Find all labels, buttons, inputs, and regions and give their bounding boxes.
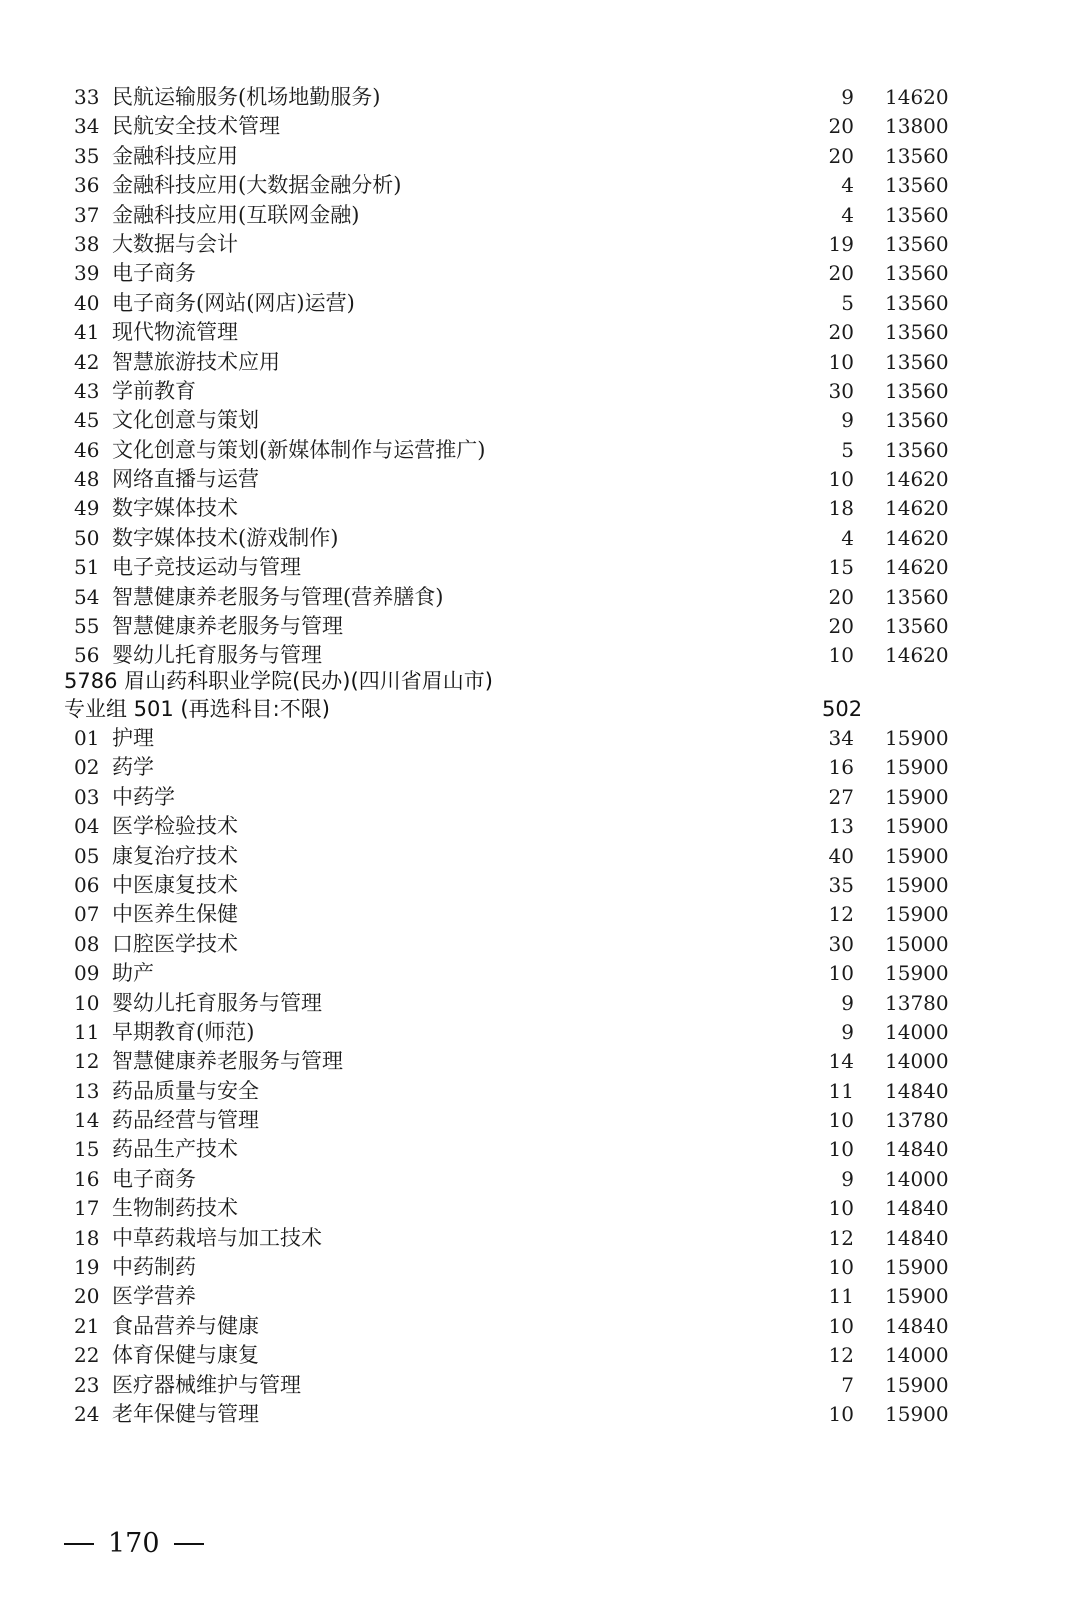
- program-row: [0, 465, 1080, 494]
- program-name: 老年保健与管理: [112, 1401, 259, 1426]
- program-code: 38: [74, 231, 100, 256]
- program-row: [0, 1077, 1080, 1106]
- tuition-fee: 14840: [885, 1137, 949, 1162]
- tuition-fee: 13560: [885, 143, 949, 168]
- program-name: 电子竞技运动与管理: [112, 555, 301, 580]
- tuition-fee: 14620: [885, 525, 949, 550]
- program-code: 24: [74, 1401, 100, 1426]
- program-name: 药品经营与管理: [112, 1108, 259, 1133]
- page-footer: [64, 1528, 204, 1559]
- program-row: [0, 1253, 1080, 1282]
- program-code: 10: [74, 990, 100, 1015]
- program-row: [0, 1194, 1080, 1223]
- program-name: 智慧健康养老服务与管理: [112, 614, 343, 639]
- tuition-fee: 13560: [885, 378, 949, 403]
- program-code: 36: [74, 173, 100, 198]
- tuition-fee: 15900: [885, 726, 949, 750]
- plan-count: 27: [828, 784, 854, 809]
- program-list-section-1: [0, 83, 1080, 671]
- tuition-fee: 14000: [885, 1343, 949, 1368]
- plan-count: 5: [841, 290, 854, 315]
- tuition-fee: 15900: [885, 755, 949, 780]
- program-code: 18: [74, 1225, 100, 1250]
- program-row: [0, 524, 1080, 553]
- plan-count: 12: [828, 1343, 854, 1368]
- plan-count: 30: [828, 931, 854, 956]
- program-name: 康复治疗技术: [112, 843, 238, 868]
- program-row: [0, 783, 1080, 812]
- plan-count: 34: [828, 726, 854, 750]
- program-code: 50: [74, 525, 100, 550]
- tuition-fee: 15900: [885, 902, 949, 927]
- plan-count: 20: [828, 261, 854, 286]
- plan-count: 20: [828, 143, 854, 168]
- program-name: 中草药栽培与加工技术: [112, 1225, 322, 1250]
- program-name: 民航运输服务(机场地勤服务): [112, 85, 381, 109]
- program-row: [0, 1135, 1080, 1164]
- program-name: 食品营养与健康: [112, 1313, 259, 1338]
- plan-count: 10: [828, 961, 854, 986]
- program-group-heading: [64, 695, 864, 724]
- program-row: [0, 377, 1080, 406]
- plan-count: 20: [828, 320, 854, 345]
- program-name: 助产: [112, 961, 154, 986]
- plan-count: 15: [828, 555, 854, 580]
- tuition-fee: 13560: [885, 173, 949, 198]
- program-code: 19: [74, 1255, 100, 1280]
- tuition-fee: 15900: [885, 843, 949, 868]
- plan-count: 12: [828, 1225, 854, 1250]
- program-code: 22: [74, 1343, 100, 1368]
- plan-count: 13: [828, 814, 854, 839]
- program-code: 56: [74, 643, 100, 668]
- plan-count: 10: [828, 1401, 854, 1426]
- program-row: [0, 1224, 1080, 1253]
- plan-count: 12: [828, 902, 854, 927]
- tuition-fee: 15900: [885, 1255, 949, 1280]
- program-code: 21: [74, 1313, 100, 1338]
- program-row: [0, 812, 1080, 841]
- footer-dash-left: [64, 1543, 94, 1545]
- tuition-fee: 13560: [885, 261, 949, 286]
- plan-count: 10: [828, 1313, 854, 1338]
- program-row: [0, 348, 1080, 377]
- tuition-fee: 15900: [885, 1284, 949, 1309]
- program-row: [0, 436, 1080, 465]
- program-row: [0, 1165, 1080, 1194]
- plan-count: 16: [828, 755, 854, 780]
- program-code: 35: [74, 143, 100, 168]
- plan-count: 30: [828, 378, 854, 403]
- program-row: [0, 1371, 1080, 1400]
- program-name: 现代物流管理: [112, 320, 238, 345]
- program-name: 民航安全技术管理: [112, 114, 280, 139]
- plan-count: 7: [841, 1372, 854, 1397]
- tuition-fee: 14840: [885, 1225, 949, 1250]
- program-row: [0, 1341, 1080, 1370]
- tuition-fee: 14840: [885, 1196, 949, 1221]
- program-name: 护理: [112, 726, 154, 750]
- tuition-fee: 13560: [885, 320, 949, 345]
- plan-count: 10: [828, 1137, 854, 1162]
- program-code: 43: [74, 378, 100, 403]
- plan-count: 4: [841, 173, 854, 198]
- group-plan-total: 502: [822, 697, 863, 721]
- program-name: 药品生产技术: [112, 1137, 238, 1162]
- program-code: 16: [74, 1166, 100, 1191]
- program-name: 金融科技应用: [112, 143, 238, 168]
- program-code: 40: [74, 290, 100, 315]
- program-code: 49: [74, 496, 100, 521]
- plan-count: 4: [841, 525, 854, 550]
- program-name: 生物制药技术: [112, 1196, 238, 1221]
- program-code: 33: [74, 85, 100, 109]
- program-code: 03: [74, 784, 100, 809]
- program-name: 数字媒体技术(游戏制作): [112, 525, 339, 550]
- program-code: 45: [74, 408, 100, 433]
- tuition-fee: 14000: [885, 1019, 949, 1044]
- program-name: 电子商务: [112, 261, 196, 286]
- program-code: 13: [74, 1078, 100, 1103]
- program-name: 金融科技应用(大数据金融分析): [112, 173, 402, 198]
- program-row: [0, 171, 1080, 200]
- program-code: 39: [74, 261, 100, 286]
- tuition-fee: 15900: [885, 814, 949, 839]
- program-name: 智慧旅游技术应用: [112, 349, 280, 374]
- program-code: 12: [74, 1049, 100, 1074]
- program-row: [0, 318, 1080, 347]
- program-row: [0, 230, 1080, 259]
- program-name: 数字媒体技术: [112, 496, 238, 521]
- plan-count: 10: [828, 1255, 854, 1280]
- tuition-fee: 13560: [885, 202, 949, 227]
- program-code: 54: [74, 584, 100, 609]
- program-row: [0, 900, 1080, 929]
- tuition-fee: 15900: [885, 1401, 949, 1426]
- plan-count: 19: [828, 231, 854, 256]
- program-name: 医学检验技术: [112, 814, 238, 839]
- plan-count: 10: [828, 1108, 854, 1133]
- tuition-fee: 14840: [885, 1078, 949, 1103]
- program-name: 中药学: [112, 784, 175, 809]
- program-name: 药品质量与安全: [112, 1078, 259, 1103]
- program-name: 中医养生保健: [112, 902, 238, 927]
- tuition-fee: 13560: [885, 231, 949, 256]
- program-name: 大数据与会计: [112, 231, 238, 256]
- tuition-fee: 13800: [885, 114, 949, 139]
- program-name: 智慧健康养老服务与管理: [112, 1049, 343, 1074]
- tuition-fee: 14620: [885, 85, 949, 109]
- program-row: [0, 612, 1080, 641]
- program-name: 学前教育: [112, 378, 196, 403]
- program-name: 中药制药: [112, 1255, 196, 1280]
- school-heading: 5786 眉山药科职业学院(民办)(四川省眉山市): [64, 669, 493, 693]
- program-code: 15: [74, 1137, 100, 1162]
- plan-count: 9: [841, 408, 854, 433]
- program-code: 20: [74, 1284, 100, 1309]
- tuition-fee: 14000: [885, 1049, 949, 1074]
- program-code: 23: [74, 1372, 100, 1397]
- program-code: 06: [74, 872, 100, 897]
- program-row: [0, 842, 1080, 871]
- program-name: 早期教育(师范): [112, 1019, 255, 1044]
- program-name: 智慧健康养老服务与管理(营养膳食): [112, 584, 444, 609]
- tuition-fee: 15900: [885, 872, 949, 897]
- page-number: 170: [108, 1528, 160, 1559]
- program-name: 婴幼儿托育服务与管理: [112, 643, 322, 668]
- program-code: 05: [74, 843, 100, 868]
- plan-count: 10: [828, 349, 854, 374]
- tuition-fee: 15000: [885, 931, 949, 956]
- program-row: [0, 83, 1080, 112]
- program-row: [0, 583, 1080, 612]
- plan-count: 9: [841, 1019, 854, 1044]
- program-row: [0, 112, 1080, 141]
- plan-count: 20: [828, 584, 854, 609]
- footer-dash-right: [174, 1543, 204, 1545]
- program-name: 药学: [112, 755, 154, 780]
- tuition-fee: 14620: [885, 643, 949, 668]
- program-code: 04: [74, 814, 100, 839]
- program-row: [0, 1312, 1080, 1341]
- plan-count: 20: [828, 114, 854, 139]
- tuition-fee: 15900: [885, 784, 949, 809]
- program-row: [0, 871, 1080, 900]
- plan-count: 11: [828, 1284, 854, 1309]
- program-code: 07: [74, 902, 100, 927]
- plan-count: 11: [828, 1078, 854, 1103]
- program-code: 51: [74, 555, 100, 580]
- plan-count: 4: [841, 202, 854, 227]
- program-code: 09: [74, 961, 100, 986]
- program-row: [0, 1047, 1080, 1076]
- program-name: 体育保健与康复: [112, 1343, 259, 1368]
- plan-count: 35: [828, 872, 854, 897]
- program-code: 55: [74, 614, 100, 639]
- program-code: 42: [74, 349, 100, 374]
- tuition-fee: 13780: [885, 990, 949, 1015]
- program-row: [0, 494, 1080, 523]
- program-row: [0, 1282, 1080, 1311]
- program-row: [0, 1106, 1080, 1135]
- program-code: 17: [74, 1196, 100, 1221]
- plan-count: 10: [828, 467, 854, 492]
- group-label: 专业组 501 (再选科目:不限): [64, 697, 330, 721]
- program-row: [0, 724, 1080, 753]
- program-name: 电子商务: [112, 1166, 196, 1191]
- program-code: 37: [74, 202, 100, 227]
- program-name: 口腔医学技术: [112, 931, 238, 956]
- program-code: 46: [74, 437, 100, 462]
- tuition-fee: 13560: [885, 614, 949, 639]
- tuition-fee: 14620: [885, 496, 949, 521]
- program-code: 48: [74, 467, 100, 492]
- program-code: 01: [74, 726, 100, 750]
- plan-count: 18: [828, 496, 854, 521]
- program-row: [0, 289, 1080, 318]
- program-name: 文化创意与策划(新媒体制作与运营推广): [112, 437, 486, 462]
- tuition-fee: 13560: [885, 290, 949, 315]
- program-name: 电子商务(网站(网店)运营): [112, 290, 355, 315]
- plan-count: 9: [841, 85, 854, 109]
- plan-count: 10: [828, 1196, 854, 1221]
- program-row: [0, 1400, 1080, 1429]
- tuition-fee: 14840: [885, 1313, 949, 1338]
- program-code: 02: [74, 755, 100, 780]
- plan-count: 40: [828, 843, 854, 868]
- tuition-fee: 15900: [885, 961, 949, 986]
- program-name: 网络直播与运营: [112, 467, 259, 492]
- tuition-fee: 13560: [885, 349, 949, 374]
- program-name: 婴幼儿托育服务与管理: [112, 990, 322, 1015]
- program-code: 08: [74, 931, 100, 956]
- program-code: 34: [74, 114, 100, 139]
- tuition-fee: 13560: [885, 408, 949, 433]
- program-name: 文化创意与策划: [112, 408, 259, 433]
- tuition-fee: 15900: [885, 1372, 949, 1397]
- program-code: 14: [74, 1108, 100, 1133]
- plan-count: 14: [828, 1049, 854, 1074]
- program-name: 中医康复技术: [112, 872, 238, 897]
- tuition-fee: 14620: [885, 467, 949, 492]
- program-name: 医学营养: [112, 1284, 196, 1309]
- plan-count: 5: [841, 437, 854, 462]
- plan-count: 10: [828, 643, 854, 668]
- program-row: [0, 553, 1080, 582]
- plan-count: 9: [841, 1166, 854, 1191]
- program-row: [0, 142, 1080, 171]
- tuition-fee: 13780: [885, 1108, 949, 1133]
- program-row: [0, 753, 1080, 782]
- tuition-fee: 14620: [885, 555, 949, 580]
- program-row: [0, 259, 1080, 288]
- plan-count: 20: [828, 614, 854, 639]
- program-row: [0, 1018, 1080, 1047]
- tuition-fee: 14000: [885, 1166, 949, 1191]
- program-list-section-2: [0, 724, 1080, 1429]
- tuition-fee: 13560: [885, 584, 949, 609]
- program-name: 医疗器械维护与管理: [112, 1372, 301, 1397]
- program-row: [0, 406, 1080, 435]
- program-row: [0, 201, 1080, 230]
- program-code: 11: [74, 1019, 100, 1044]
- tuition-fee: 13560: [885, 437, 949, 462]
- program-code: 41: [74, 320, 100, 345]
- program-name: 金融科技应用(互联网金融): [112, 202, 360, 227]
- program-row: [0, 930, 1080, 959]
- program-row: [0, 989, 1080, 1018]
- plan-count: 9: [841, 990, 854, 1015]
- program-row: [0, 959, 1080, 988]
